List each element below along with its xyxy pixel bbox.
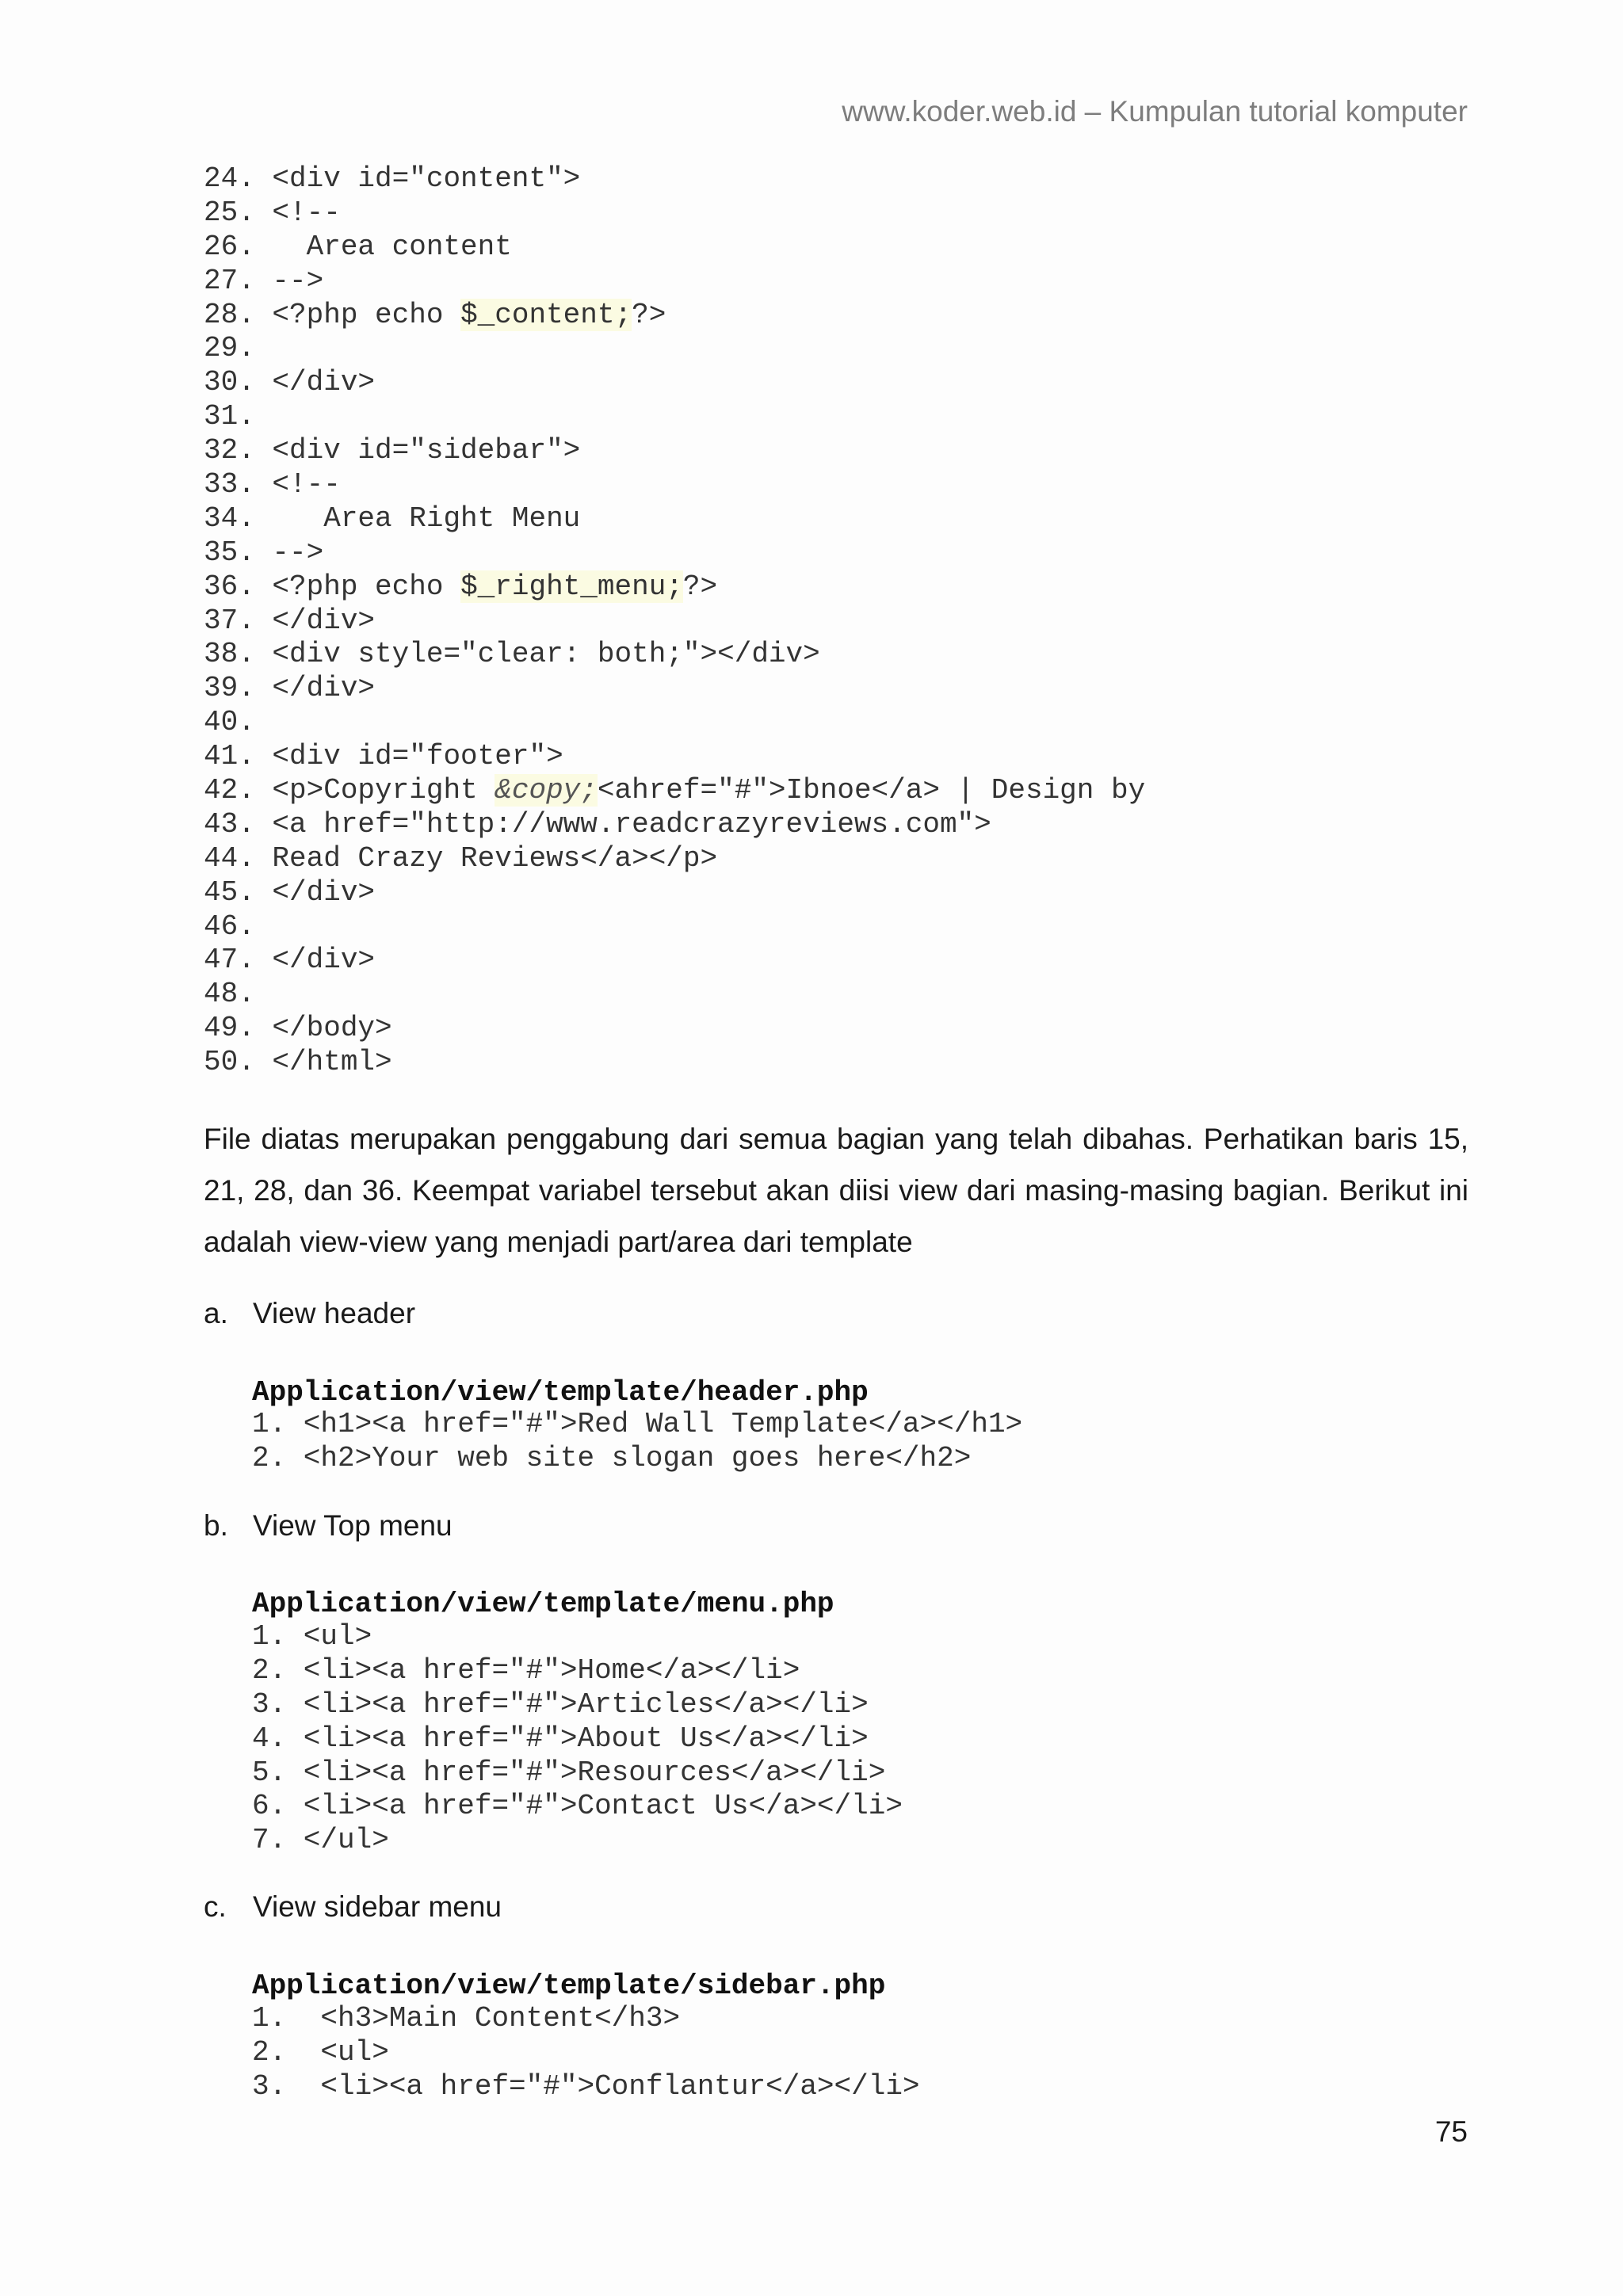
code-line bbox=[204, 605, 1145, 639]
code-text: Area Right Menu bbox=[254, 502, 581, 535]
code-text: <div id="footer"> bbox=[254, 740, 563, 773]
line-number: 44. bbox=[204, 841, 255, 875]
line-number: 29. bbox=[204, 332, 255, 365]
line-number: 43. bbox=[204, 807, 255, 841]
code-line: 6. <li><a href="#">Contact Us</a></li> bbox=[252, 1790, 903, 1823]
code-text: </body> bbox=[254, 1012, 392, 1045]
list-marker: c. bbox=[204, 1890, 227, 1923]
code-line: 2. <ul> bbox=[252, 2035, 389, 2069]
code-line bbox=[204, 196, 1145, 231]
code-text: <a href="http://www.readcrazyreviews.com"> bbox=[254, 807, 991, 841]
line-number: 48. bbox=[204, 978, 255, 1011]
code-line bbox=[204, 1012, 1145, 1046]
file-path-menu: Application/view/template/menu.php bbox=[252, 1588, 834, 1620]
code-line bbox=[204, 299, 1145, 333]
code-text: </div> bbox=[254, 875, 376, 909]
code-text: <!-- bbox=[254, 468, 341, 502]
code-line: 4. <li><a href="#">About Us</a></li> bbox=[252, 1722, 869, 1755]
code-line bbox=[204, 672, 1145, 706]
code-text: Read Crazy Reviews</a></p> bbox=[254, 841, 718, 875]
code-line bbox=[204, 808, 1145, 842]
code-text: </div> bbox=[254, 366, 376, 399]
code-text: </div> bbox=[254, 604, 376, 637]
code-line: 1. <h1><a href="#">Red Wall Template</a></h1> bbox=[252, 1408, 1023, 1440]
code-text: <?php echo bbox=[254, 298, 461, 331]
line-number: 45. bbox=[204, 875, 255, 909]
code-text: --> bbox=[254, 536, 324, 569]
code-line: 2. <li><a href="#">Home</a></li> bbox=[252, 1653, 800, 1687]
code-line bbox=[204, 638, 1145, 672]
line-number: 31. bbox=[204, 400, 255, 433]
code-line bbox=[204, 332, 1145, 366]
code-listing-menu bbox=[252, 1620, 903, 1858]
code-text: </div> bbox=[254, 944, 376, 977]
file-path-sidebar: Application/view/template/sidebar.php bbox=[252, 1970, 886, 2002]
code-text: <div id="content"> bbox=[254, 162, 581, 195]
code-text: <!-- bbox=[254, 196, 341, 229]
list-item-label: View header bbox=[253, 1297, 416, 1329]
code-line bbox=[204, 536, 1145, 570]
line-number: 47. bbox=[204, 944, 255, 977]
code-text: <div style="clear: both;"></div> bbox=[254, 638, 820, 671]
code-text: <?php echo bbox=[254, 570, 461, 603]
line-number: 33. bbox=[204, 468, 255, 502]
code-text: <div id="sidebar"> bbox=[254, 434, 581, 467]
code-text: ?> bbox=[682, 570, 718, 603]
list-marker: b. bbox=[204, 1509, 228, 1542]
list-item-label: View sidebar menu bbox=[253, 1890, 502, 1923]
line-number: 27. bbox=[204, 264, 255, 297]
code-line bbox=[204, 842, 1145, 876]
code-line: 5. <li><a href="#">Resources</a></li> bbox=[252, 1756, 886, 1789]
main-code-listing bbox=[204, 162, 1145, 1080]
code-text: <p>Copyright bbox=[254, 774, 495, 807]
line-number: 26. bbox=[204, 230, 255, 263]
code-line bbox=[204, 706, 1145, 740]
line-number: 49. bbox=[204, 1012, 255, 1045]
line-number: 46. bbox=[204, 910, 255, 943]
page-number: 75 bbox=[1434, 2115, 1468, 2148]
code-line: 1. <h3>Main Content</h3> bbox=[252, 2002, 681, 2035]
line-number: 41. bbox=[204, 740, 255, 773]
code-line bbox=[204, 1046, 1145, 1080]
running-header: www.koder.web.id – Kumpulan tutorial komputer bbox=[842, 95, 1468, 128]
line-number: 32. bbox=[204, 434, 255, 467]
code-text: ?> bbox=[632, 298, 666, 331]
highlighted-code: &copy; bbox=[495, 774, 598, 807]
code-line bbox=[204, 162, 1145, 196]
code-line bbox=[204, 876, 1145, 910]
code-line bbox=[204, 231, 1145, 265]
line-number: 34. bbox=[204, 502, 255, 535]
list-item-view-header bbox=[204, 1297, 415, 1330]
code-listing-header bbox=[252, 1408, 1022, 1476]
line-number: 40. bbox=[204, 706, 255, 739]
code-text: --> bbox=[254, 264, 324, 297]
list-item-label: View Top menu bbox=[253, 1509, 453, 1542]
code-line bbox=[204, 434, 1145, 468]
code-line bbox=[204, 265, 1145, 299]
line-number: 39. bbox=[204, 672, 255, 705]
line-number: 25. bbox=[204, 196, 255, 229]
code-line bbox=[204, 978, 1145, 1012]
highlighted-code: $_right_menu; bbox=[460, 570, 683, 603]
line-number: 28. bbox=[204, 298, 255, 331]
line-number: 35. bbox=[204, 536, 255, 569]
line-number: 30. bbox=[204, 366, 255, 399]
code-line bbox=[204, 400, 1145, 434]
code-line bbox=[204, 570, 1145, 605]
line-number: 37. bbox=[204, 604, 255, 637]
list-marker: a. bbox=[204, 1297, 228, 1329]
code-line: 2. <h2>Your web site slogan goes here</h2> bbox=[252, 1441, 972, 1474]
line-number: 24. bbox=[204, 162, 255, 195]
code-listing-sidebar bbox=[252, 2002, 920, 2104]
code-text: <ahref="#">Ibnoe</a> | Design by bbox=[597, 774, 1146, 807]
code-line: 3. <li><a href="#">Conflantur</a></li> bbox=[252, 2069, 920, 2103]
code-line bbox=[204, 366, 1145, 400]
code-line bbox=[204, 910, 1145, 944]
list-item-view-sidebar-menu bbox=[204, 1890, 502, 1924]
code-text: </div> bbox=[254, 672, 376, 705]
code-line bbox=[204, 774, 1145, 808]
code-text: </html> bbox=[254, 1046, 392, 1079]
code-line: 7. </ul> bbox=[252, 1824, 389, 1857]
line-number: 42. bbox=[204, 774, 255, 807]
line-number: 36. bbox=[204, 570, 255, 603]
list-item-view-top-menu bbox=[204, 1509, 453, 1543]
file-path-header: Application/view/template/header.php bbox=[252, 1376, 869, 1409]
code-line: 1. <ul> bbox=[252, 1620, 372, 1653]
code-line bbox=[204, 944, 1145, 978]
body-paragraph: File diatas merupakan penggabung dari semua bagian yang telah dibahas. Perhatikan baris 15, 21, 28, dan 36. Keempat variabel tersebut akan diisi view dari masing-masing bagian. Berikut ini adalah view-view yang menjadi part/area dari template bbox=[204, 1123, 1468, 1258]
line-number: 50. bbox=[204, 1046, 255, 1079]
line-number: 38. bbox=[204, 638, 255, 671]
code-line bbox=[204, 502, 1145, 536]
code-line: 3. <li><a href="#">Articles</a></li> bbox=[252, 1688, 869, 1721]
code-text: Area content bbox=[254, 230, 512, 263]
code-line bbox=[204, 740, 1145, 774]
code-line bbox=[204, 468, 1145, 502]
highlighted-code: $_content; bbox=[460, 298, 632, 331]
